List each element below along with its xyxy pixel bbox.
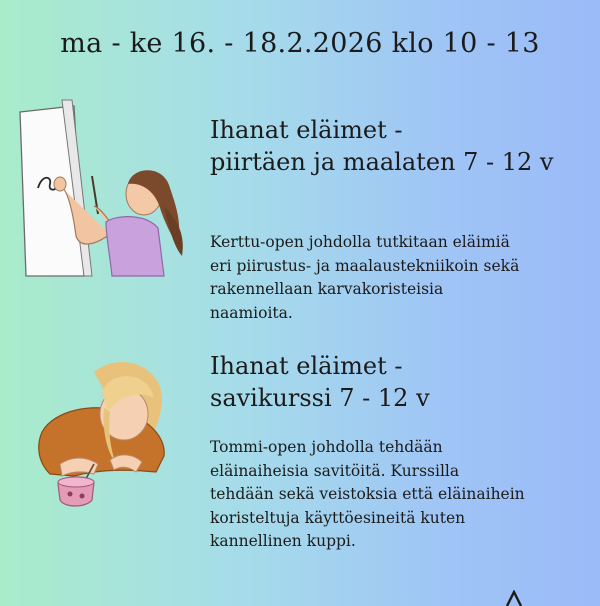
course2-title-line2: savikurssi 7 - 12 v <box>210 384 430 412</box>
date-time-line: ma - ke 16. - 18.2.2026 klo 10 - 13 <box>60 28 540 59</box>
course1-title <box>210 114 553 178</box>
girl-painting-at-easel-icon <box>14 96 194 281</box>
course1-desc-line: naamioita. <box>210 303 293 322</box>
partial-logo-icon <box>504 590 524 606</box>
course2-desc-line: tehdään sekä veistoksia että eläinaihein <box>210 485 525 503</box>
course2-desc-line: eläinaiheisia savitöitä. Kurssilla <box>210 461 460 480</box>
course2-desc-line: koristeltuja käyttöesineitä kuten <box>210 508 466 527</box>
course1-description <box>210 231 519 325</box>
course1-title-line1: Ihanat eläimet - <box>210 116 403 144</box>
course2-description <box>210 436 525 554</box>
course2-desc-line: kannellinen kuppi. <box>210 532 356 550</box>
course1-desc-line: Kerttu-open johdolla tutkitaan eläimiä <box>210 233 510 251</box>
girl-sculpting-clay-cup-icon <box>24 352 174 512</box>
course1-desc-line: eri piirustus- ja maalaustekniikoin sekä <box>210 256 520 275</box>
course2-title-line1: Ihanat eläimet - <box>210 352 403 380</box>
course1-title-line2: piirtäen ja maalaten 7 - 12 v <box>210 148 554 176</box>
course2-title <box>210 350 430 414</box>
course2-desc-line: Tommi-open johdolla tehdään <box>210 438 443 456</box>
course1-desc-line: rakennellaan karvakoristeisia <box>210 280 444 298</box>
